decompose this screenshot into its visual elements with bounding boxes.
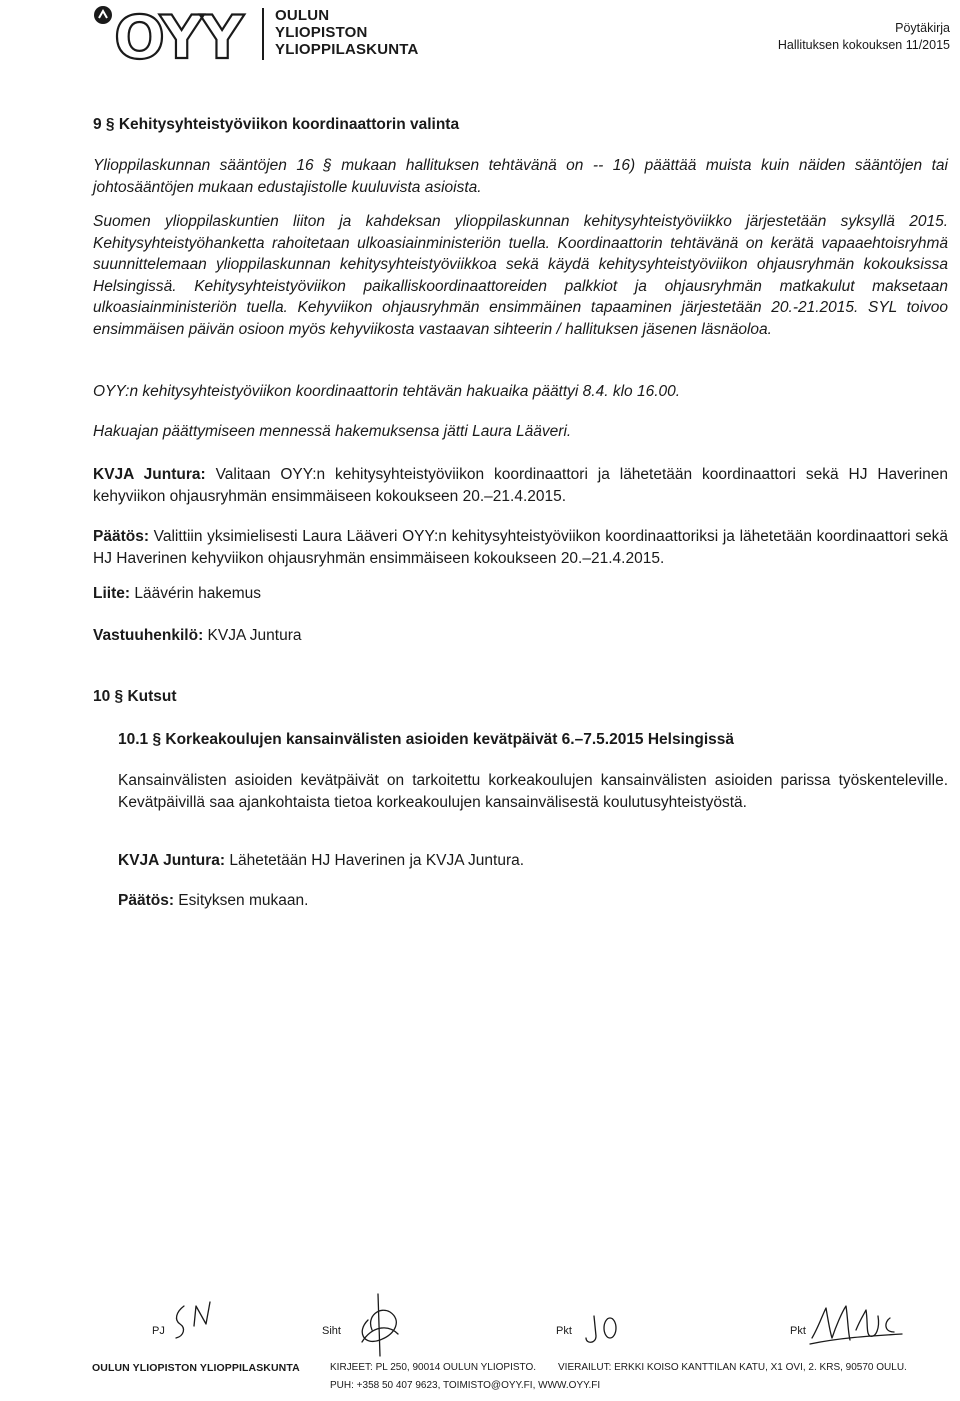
signature-label-pj: PJ (152, 1325, 165, 1337)
document-header (778, 20, 950, 54)
section-9-heading: 9 § Kehitysyhteistyöviikon koordinaattorin valinta (93, 116, 460, 133)
section-9-attachment (93, 585, 261, 603)
org-name (275, 7, 419, 58)
proposal-text: Valitaan OYY:n kehitysyhteistyöviikon koordinaattori ja lähetetään koordinaattori sekä HJ Haverinen kehyviikon ohjausryhmän ensimmäiseen kokoukseen 20.–21.4.2015. (93, 466, 948, 505)
proposal-text: Lähetetään HJ Haverinen ja KVJA Juntura. (225, 852, 525, 869)
section-9-paragraph-3: OYY:n kehitysyhteistyöviikon koordinaattorin tehtävän hakuaika päättyi 8.4. klo 16.00. (93, 383, 681, 400)
signature-siht (350, 1290, 410, 1360)
responsible-text: KVJA Juntura (203, 627, 302, 644)
attachment-text: Läävérin hakemus (130, 585, 261, 602)
signature-label-siht: Siht (322, 1325, 341, 1337)
proposal-label: KVJA Juntura: (118, 852, 226, 869)
decision-text: Esityksen mukaan. (174, 892, 309, 909)
signature-label-pkt-1: Pkt (556, 1325, 572, 1337)
signature-pkt-2 (808, 1298, 908, 1353)
section-10-1-proposal (118, 852, 524, 870)
org-line-2: YLIOPISTON (275, 24, 368, 41)
footer-mail-address: KIRJEET: PL 250, 90014 OULUN YLIOPISTO. (330, 1362, 537, 1373)
proposal-label: KVJA Juntura: (93, 466, 206, 483)
responsible-label: Vastuuhenkilö: (93, 627, 204, 644)
section-10-heading: 10 § Kutsut (93, 688, 177, 705)
section-10-1-heading: 10.1 § Korkeakoulujen kansainvälisten asioiden kevätpäivät 6.–7.5.2015 Helsingissä (118, 731, 735, 748)
section-10-1-decision (118, 892, 308, 910)
org-line-3: YLIOPPILASKUNTA (275, 41, 419, 58)
section-9-proposal (93, 464, 948, 507)
decision-label: Päätös: (93, 528, 149, 545)
decision-text: Valittiin yksimielisesti Laura Lääveri OYY:n kehitysyhteistyöviikon koordinaattoriksi ja lähetetään koordinaattori sekä HJ Haverinen kehyviikon ohjausryhmän ensimmäiseen kokoukseen 20.–21.4.2015. (93, 528, 948, 567)
section-9-paragraph-1: Ylioppilaskunnan sääntöjen 16 § mukaan hallituksen tehtävänä on -- 16) päättää muista kuin näiden sääntöjen tai johtosääntöjen mukaan edustajistolle kuuluvista asioista. (93, 157, 948, 196)
logo-letters: OYY (114, 4, 241, 62)
oyy-logo-mark (92, 4, 252, 62)
section-10-1-paragraph: Kansainvälisten asioiden kevätpäivät on tarkoitettu korkeakoulujen kansainvälisten asioiden parissa työskenteleville. Kevätpäivillä saa ajankohtaista tietoa korkeakoulujen kansainvälisestä koulutusyhteistyöstä. (118, 772, 948, 811)
section-9-responsible (93, 627, 301, 645)
signature-pkt-1 (580, 1310, 625, 1350)
document-type: Pöytäkirja (895, 21, 950, 35)
section-9-paragraph-2: Suomen ylioppilaskuntien liiton ja kahdeksan ylioppilaskunnan kehitysyhteistyöviikko järjestetään syksyllä 2015. Kehitysyhteistyöhanketta rahoitetaan ulkoasiainministeriön tuella. Koordinaattorin tehtävänä on kerätä vapaaehtoisryhmä suunnittelemaan ylioppilaskunnan kehitysyhteistyöviikkoa sekä käydä kehitysyhteistyöviikon ohjausryhmän kokouksissa Helsingissä. Kehitysyhteistyöviikon paikalliskoordinaattoreiden palkkiot ja ohjausryhmän matkakulut maksetaan ulkoasiainministeriön tuella. Kehyviikon ohjausryhmän ensimmäinen tapaaminen järjestetään 20.-21.2015. SYL toivoo ensimmäisen päivän osioon myös kehyviikosta vastaavan sihteerin / hallituksen jäsenen läsnäoloa. (93, 213, 948, 338)
signature-label-pkt-2: Pkt (790, 1325, 806, 1337)
section-9-decision (93, 526, 948, 569)
oyy-logo (92, 4, 252, 62)
org-line-1: OULUN (275, 7, 330, 24)
decision-label: Päätös: (118, 892, 174, 909)
logo-divider (262, 8, 264, 60)
signature-pj (170, 1298, 220, 1343)
footer-organization: OULUN YLIOPISTON YLIOPPILASKUNTA (92, 1362, 300, 1374)
section-9-paragraph-4: Hakuajan päättymiseen mennessä hakemuksensa jätti Laura Lääveri. (93, 423, 572, 440)
footer-contact: PUH: +358 50 407 9623, TOIMISTO@OYY.FI, WWW.OYY.FI (330, 1380, 601, 1391)
meeting-number: Hallituksen kokouksen 11/2015 (777, 38, 950, 52)
attachment-label: Liite: (93, 585, 131, 602)
footer-visit-address: VIERAILUT: ERKKI KOISO KANTTILAN KATU, X1 OVI, 2. KRS, 90570 OULU. (558, 1362, 907, 1373)
